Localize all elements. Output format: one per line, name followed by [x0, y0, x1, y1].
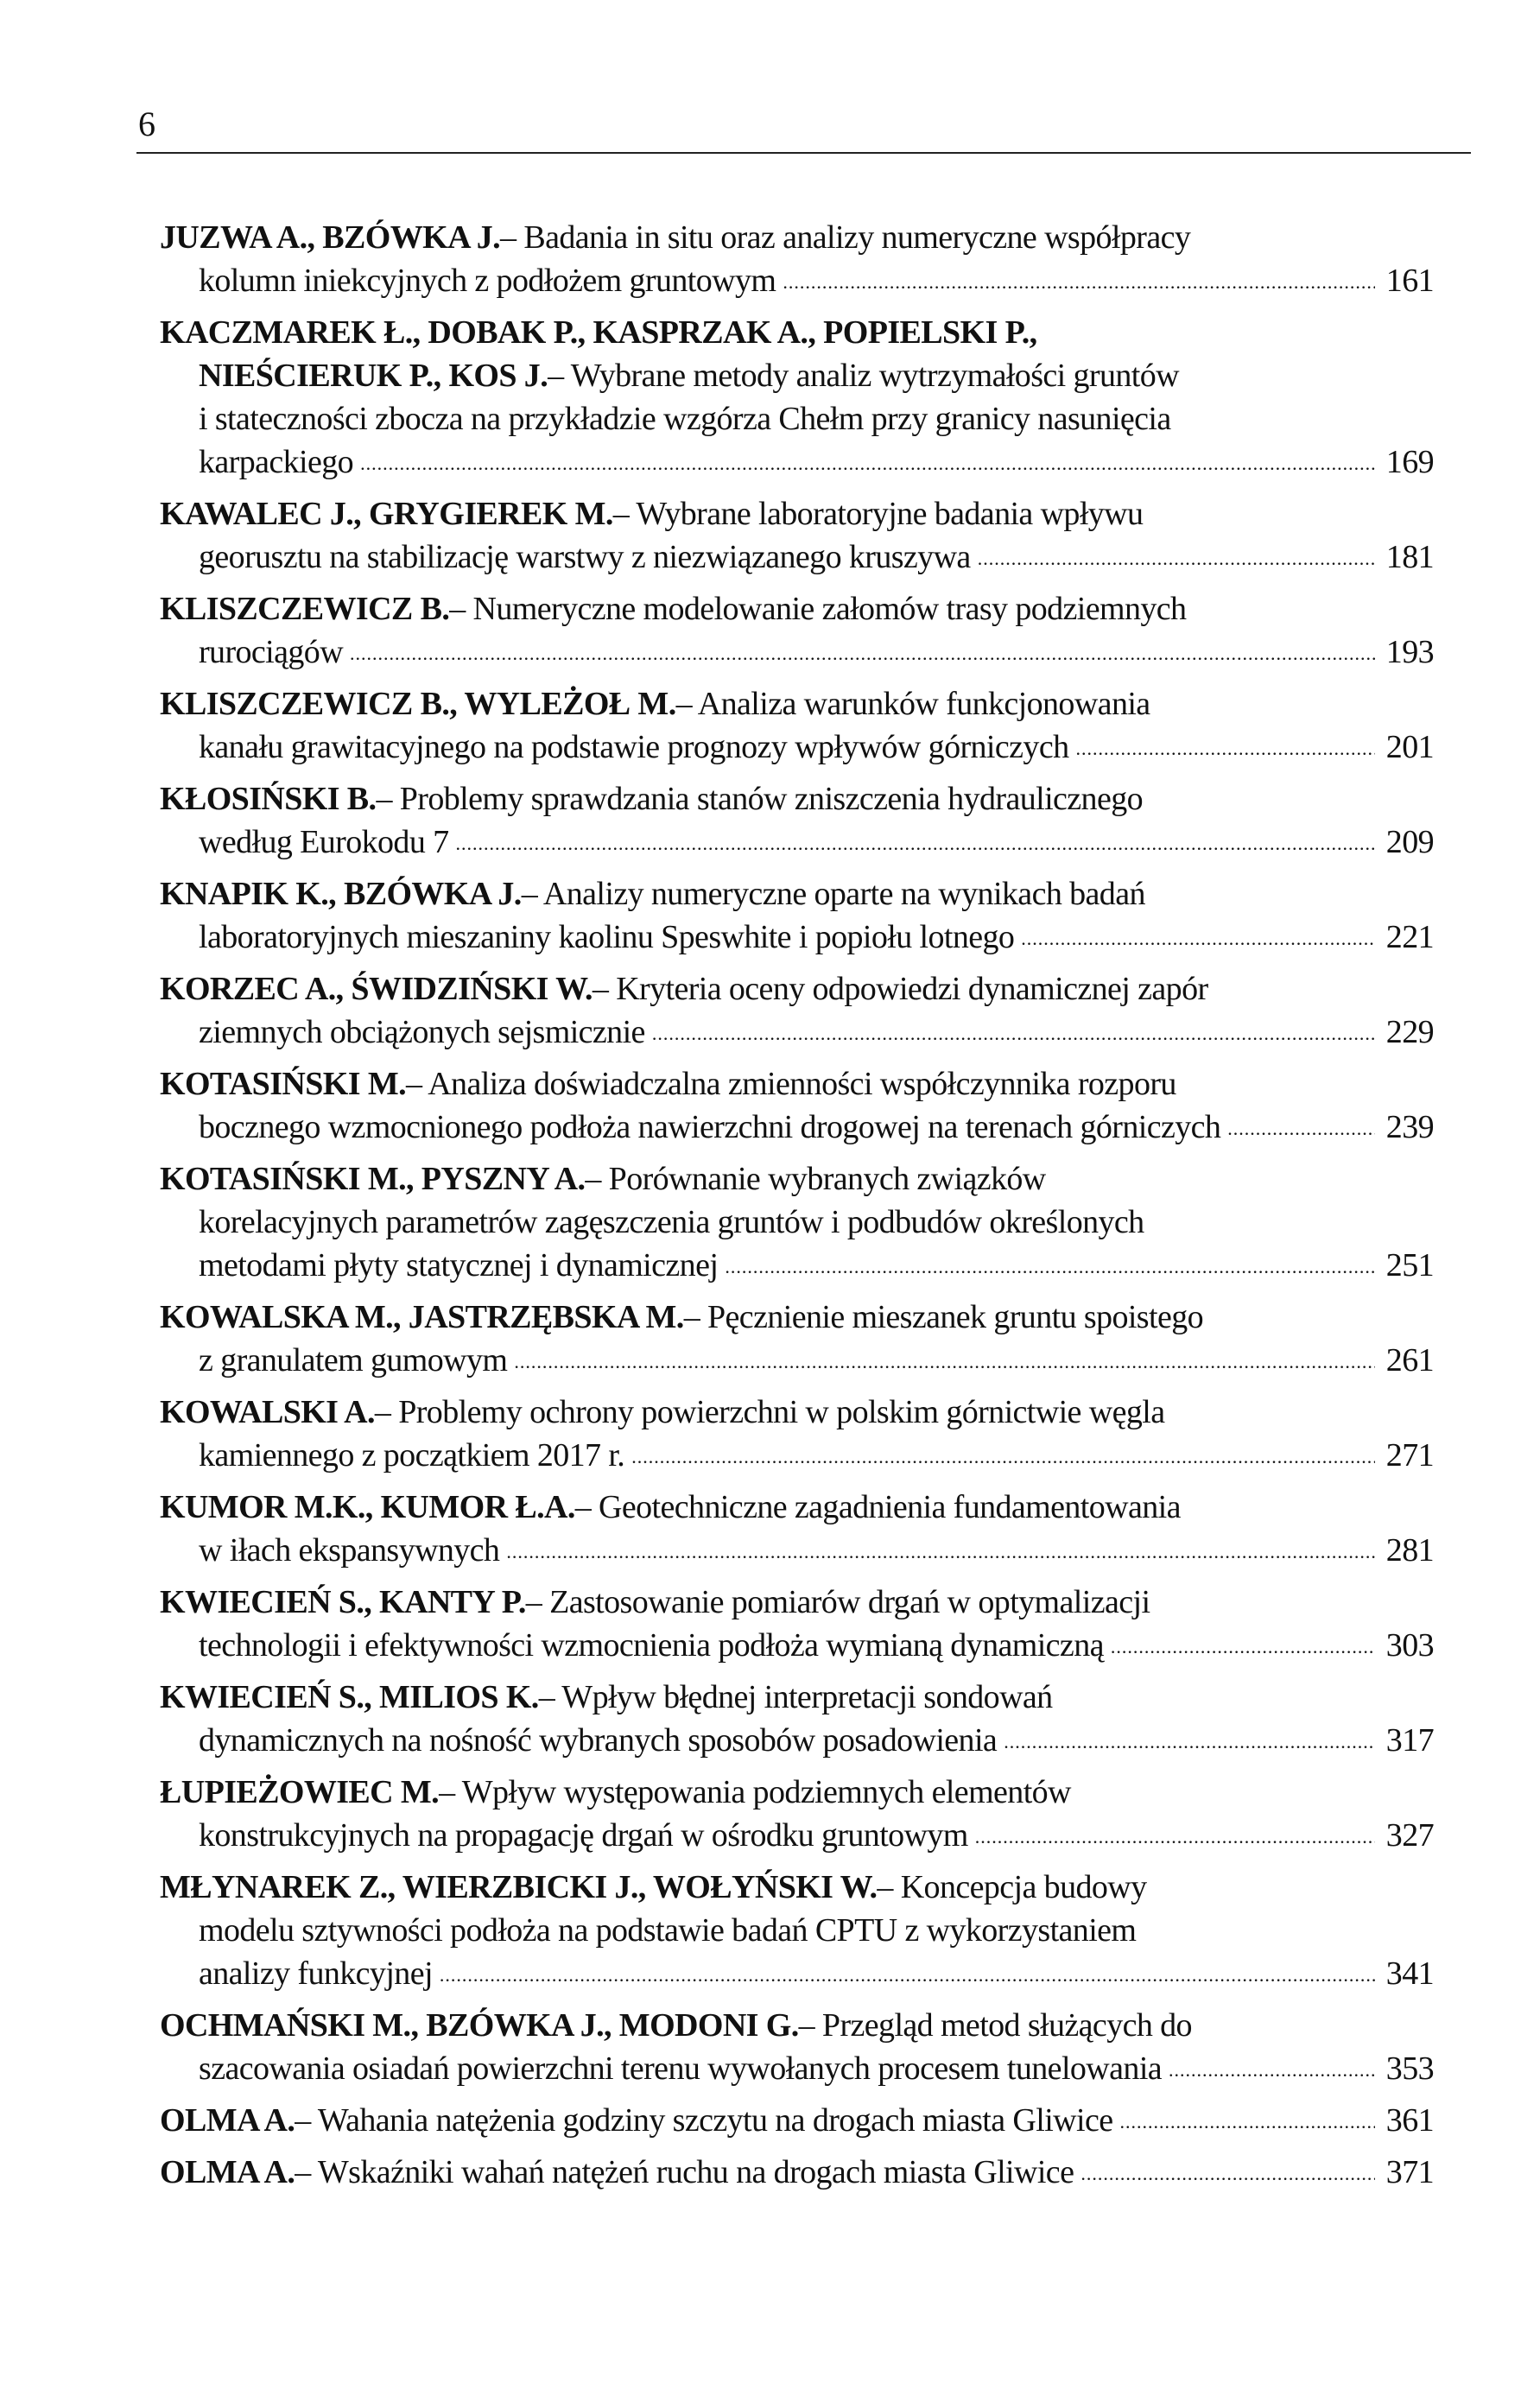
dot-leader — [1120, 2099, 1375, 2142]
dot-leader — [1227, 1106, 1375, 1149]
dot-leader — [440, 1952, 1375, 1995]
toc-entry-line — [160, 821, 1434, 864]
dot-leader — [978, 536, 1375, 579]
entry-title-text: kamiennego z początkiem 2017 r. — [199, 1437, 625, 1474]
toc-entry[interactable] — [160, 216, 1434, 302]
entry-title-text: analizy funkcyjnej — [199, 1955, 433, 1992]
entry-authors: KLISZCZEWICZ B. — [160, 591, 450, 627]
toc-entry-line — [160, 1062, 1434, 1106]
dot-leader — [456, 821, 1375, 864]
toc-entry-line — [160, 1814, 1434, 1857]
toc-entry[interactable] — [160, 1157, 1434, 1287]
entry-page-number: 327 — [1385, 1817, 1434, 1854]
header-rule — [136, 152, 1471, 154]
dot-leader — [975, 1814, 1375, 1857]
entry-authors: OLMA A. — [160, 2154, 295, 2190]
toc-entry-line — [160, 1529, 1434, 1572]
entry-title-text: – Wpływ występowania podziemnych elementów — [439, 1774, 1071, 1810]
entry-authors: MŁYNAREK Z., WIERZBICKI J., WOŁYŃSKI W. — [160, 1869, 878, 1905]
entry-title-text: – Badania in situ oraz analizy numeryczne współpracy — [500, 219, 1191, 256]
entry-authors: KWIECIEŃ S., KANTY P. — [160, 1584, 526, 1620]
entry-page-number: 341 — [1385, 1955, 1434, 1992]
toc-entry-line — [160, 1244, 1434, 1287]
toc-entry-line — [160, 354, 1434, 397]
entry-title-text: z granulatem gumowym — [199, 1342, 508, 1378]
table-of-contents — [160, 216, 1434, 2202]
entry-title-text: – Wpływ błędnej interpretacji sondowań — [538, 1679, 1053, 1715]
toc-entry-line — [160, 492, 1434, 536]
toc-entry-line — [160, 726, 1434, 769]
entry-title-text: – Problemy sprawdzania stanów zniszczenia hydraulicznego — [376, 781, 1144, 817]
entry-authors: ŁUPIEŻOWIEC M. — [160, 1774, 440, 1810]
entry-title-text: modelu sztywności podłoża na podstawie badań CPTU z wykorzystaniem — [199, 1912, 1137, 1949]
entry-page-number: 317 — [1385, 1722, 1434, 1759]
entry-title-text: metodami płyty statycznej i dynamicznej — [199, 1247, 719, 1283]
dot-leader — [1076, 726, 1376, 769]
entry-title-text: ziemnych obciążonych sejsmicznie — [199, 1014, 645, 1050]
toc-entry[interactable] — [160, 1391, 1434, 1477]
entry-authors: KWIECIEŃ S., MILIOS K. — [160, 1679, 539, 1715]
dot-leader — [783, 259, 1375, 302]
dot-leader — [1111, 1624, 1375, 1667]
entry-title-text: laboratoryjnych mieszaniny kaolinu Speswhite i popiołu lotnego — [199, 919, 1015, 955]
entry-page-number: 229 — [1385, 1014, 1434, 1050]
toc-entry-line — [160, 1434, 1434, 1477]
toc-entry-line — [160, 311, 1434, 354]
entry-title-text: – Pęcznienie mieszanek gruntu spoistego — [683, 1299, 1204, 1335]
toc-entry-line — [160, 1339, 1434, 1382]
entry-title-text: korelacyjnych parametrów zagęszczenia gruntów i podbudów określonych — [199, 1204, 1144, 1240]
toc-entry[interactable] — [160, 1771, 1434, 1857]
toc-entry-line — [160, 1486, 1434, 1529]
toc-entry-line — [160, 2099, 1434, 2142]
entry-title-text: – Przegląd metod służących do — [798, 2007, 1192, 2044]
entry-title-text: technologii i efektywności wzmocnienia podłoża wymianą dynamiczną — [199, 1627, 1104, 1664]
entry-title-text: – Wybrane laboratoryjne badania wpływu — [612, 496, 1144, 532]
dot-leader — [1021, 916, 1375, 959]
toc-entry-line — [160, 259, 1434, 302]
entry-title-text: karpackiego — [199, 444, 354, 480]
entry-title-text: – Wybrane metody analiz wytrzymałości gruntów — [548, 358, 1179, 394]
entry-title-text: – Zastosowanie pomiarów drgań w optymalizacji — [525, 1584, 1150, 1620]
toc-entry-line — [160, 682, 1434, 726]
toc-entry-line — [160, 1624, 1434, 1667]
toc-entry-line — [160, 631, 1434, 674]
toc-entry-line — [160, 1106, 1434, 1149]
entry-page-number: 209 — [1385, 824, 1434, 860]
entry-page-number: 169 — [1385, 444, 1434, 480]
toc-entry[interactable] — [160, 682, 1434, 769]
entry-authors: KNAPIK K., BZÓWKA J. — [160, 876, 522, 912]
entry-authors: KŁOSIŃSKI B. — [160, 781, 377, 817]
dot-leader — [360, 440, 1375, 484]
entry-page-number: 303 — [1385, 1627, 1434, 1664]
entry-title-text: – Wskaźniki wahań natężeń ruchu na drogach miasta Gliwice — [295, 2154, 1074, 2190]
entry-title-text: i stateczności zbocza na przykładzie wzgórza Chełm przy granicy nasunięcia — [199, 401, 1171, 437]
toc-entry-line — [160, 2047, 1434, 2090]
dot-leader — [350, 631, 1375, 674]
toc-entry-line — [160, 916, 1434, 959]
toc-entry[interactable] — [160, 1486, 1434, 1572]
toc-entry[interactable] — [160, 1062, 1434, 1149]
toc-entry-line — [160, 1952, 1434, 1995]
entry-title-text: konstrukcyjnych na propagację drgań w ośrodku gruntowym — [199, 1817, 968, 1854]
entry-title-text: – Geotechniczne zagadnienia fundamentowania — [574, 1489, 1181, 1525]
toc-entry[interactable] — [160, 311, 1434, 484]
entry-page-number: 239 — [1385, 1109, 1434, 1145]
entry-page-number: 353 — [1385, 2050, 1434, 2087]
entry-title-text: – Problemy ochrony powierzchni w polskim górnictwie węgla — [374, 1394, 1165, 1430]
dot-leader — [1004, 1719, 1375, 1762]
entry-authors: OCHMAŃSKI M., BZÓWKA J., MODONI G. — [160, 2007, 799, 2044]
entry-page-number: 181 — [1385, 539, 1434, 575]
entry-title-text: kolumn iniekcyjnych z podłożem gruntowym — [199, 263, 776, 299]
entry-authors: KUMOR M.K., KUMOR Ł.A. — [160, 1489, 575, 1525]
dot-leader — [725, 1244, 1375, 1287]
entry-title-text: rurociągów — [199, 634, 344, 670]
dot-leader — [1081, 2151, 1375, 2194]
toc-entry[interactable] — [160, 777, 1434, 864]
entry-title-text: – Analiza warunków funkcjonowania — [675, 686, 1150, 722]
toc-entry-line — [160, 967, 1434, 1011]
entry-title-text: w iłach ekspansywnych — [199, 1532, 500, 1569]
entry-page-number: 361 — [1385, 2102, 1434, 2139]
toc-entry[interactable] — [160, 2004, 1434, 2090]
entry-page-number: 193 — [1385, 634, 1434, 670]
entry-authors: KOWALSKI A. — [160, 1394, 375, 1430]
entry-title-text: – Numeryczne modelowanie załomów trasy podziemnych — [449, 591, 1187, 627]
toc-entry-line — [160, 1157, 1434, 1201]
entry-page-number: 281 — [1385, 1532, 1434, 1569]
toc-entry-line — [160, 1909, 1434, 1952]
entry-page-number: 201 — [1385, 729, 1434, 765]
dot-leader — [631, 1434, 1375, 1477]
entry-page-number: 161 — [1385, 263, 1434, 299]
dot-leader — [506, 1529, 1375, 1572]
toc-entry-line — [160, 872, 1434, 916]
entry-title-text: – Porównanie wybranych związków — [585, 1161, 1046, 1197]
dot-leader — [514, 1339, 1375, 1382]
toc-entry-line — [160, 777, 1434, 821]
entry-title-text: bocznego wzmocnionego podłoża nawierzchni drogowej na terenach górniczych — [199, 1109, 1221, 1145]
toc-entry-line — [160, 1011, 1434, 1054]
entry-title-text: dynamicznych na nośność wybranych sposobów posadowienia — [199, 1722, 998, 1759]
toc-entry[interactable] — [160, 2151, 1434, 2194]
entry-title-text: szacowania osiadań powierzchni terenu wywołanych procesem tunelowania — [199, 2050, 1163, 2087]
toc-entry-line — [160, 1391, 1434, 1434]
toc-entry[interactable] — [160, 1581, 1434, 1667]
entry-authors: OLMA A. — [160, 2102, 295, 2139]
toc-entry-line — [160, 2004, 1434, 2047]
toc-entry[interactable] — [160, 587, 1434, 674]
toc-entry-line — [160, 587, 1434, 631]
entry-title-text: – Koncepcja budowy — [877, 1869, 1147, 1905]
entry-page-number: 371 — [1385, 2154, 1434, 2190]
entry-title-text: georusztu na stabilizację warstwy z niezwiązanego kruszywa — [199, 539, 971, 575]
toc-entry-line — [160, 1866, 1434, 1909]
entry-title-text: – Analizy numeryczne oparte na wynikach badań — [521, 876, 1145, 912]
toc-entry-line — [160, 1676, 1434, 1719]
toc-entry-line — [160, 1771, 1434, 1814]
entry-title-text: – Analiza doświadczalna zmienności współczynnika rozporu — [406, 1066, 1176, 1102]
toc-entry-line — [160, 1719, 1434, 1762]
entry-title-text: – Wahania natężenia godziny szczytu na drogach miasta Gliwice — [295, 2102, 1113, 2139]
toc-entry-line — [160, 216, 1434, 259]
entry-title-text: kanału grawitacyjnego na podstawie prognozy wpływów górniczych — [199, 729, 1069, 765]
dot-leader — [652, 1011, 1375, 1054]
toc-entry-line — [160, 1581, 1434, 1624]
toc-entry[interactable] — [160, 1296, 1434, 1382]
toc-entry-line — [160, 2151, 1434, 2194]
toc-entry-line — [160, 1296, 1434, 1339]
entry-authors: KOWALSKA M., JASTRZĘBSKA M. — [160, 1299, 684, 1335]
entry-title-text: – Kryteria oceny odpowiedzi dynamicznej zapór — [592, 971, 1208, 1007]
entry-authors: KOTASIŃSKI M., PYSZNY A. — [160, 1161, 586, 1197]
entry-authors: KAWALEC J., GRYGIEREK M. — [160, 496, 613, 532]
toc-entry[interactable] — [160, 492, 1434, 579]
dot-leader — [1169, 2047, 1375, 2090]
toc-entry[interactable] — [160, 872, 1434, 959]
entry-title-text: według Eurokodu 7 — [199, 824, 449, 860]
toc-entry[interactable] — [160, 967, 1434, 1054]
entry-authors: KORZEC A., ŚWIDZIŃSKI W. — [160, 971, 593, 1007]
entry-page-number: 251 — [1385, 1247, 1434, 1283]
entry-authors: JUZWA A., BZÓWKA J. — [160, 219, 501, 256]
page-number: 6 — [138, 105, 155, 143]
toc-entry-line — [160, 1201, 1434, 1244]
toc-entry-line — [160, 397, 1434, 440]
entry-page-number: 261 — [1385, 1342, 1434, 1378]
toc-entry[interactable] — [160, 1866, 1434, 1995]
entry-authors: KACZMAREK Ł., DOBAK P., KASPRZAK A., POPIELSKI P., — [160, 314, 1037, 351]
toc-entry[interactable] — [160, 2099, 1434, 2142]
entry-page-number: 271 — [1385, 1437, 1434, 1474]
entry-authors: NIEŚCIERUK P., KOS J. — [199, 358, 548, 394]
entry-authors: KLISZCZEWICZ B., WYLEŻOŁ M. — [160, 686, 676, 722]
toc-entry-line — [160, 536, 1434, 579]
toc-entry[interactable] — [160, 1676, 1434, 1762]
entry-authors: KOTASIŃSKI M. — [160, 1066, 406, 1102]
toc-entry-line — [160, 440, 1434, 484]
entry-page-number: 221 — [1385, 919, 1434, 955]
